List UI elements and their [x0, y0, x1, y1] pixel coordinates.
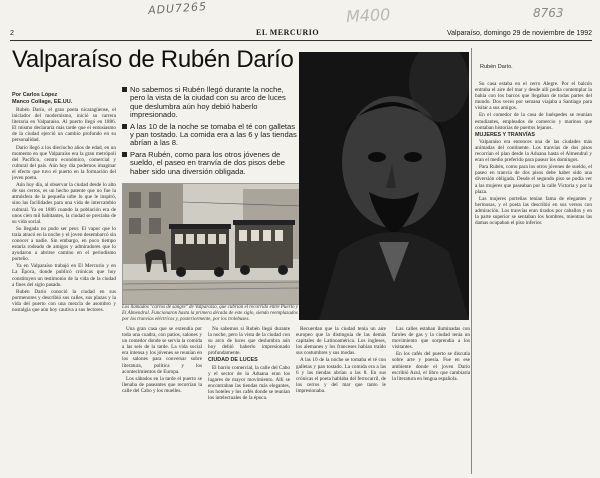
square-bullet-icon — [122, 87, 127, 92]
photo-caption: Los llamados "carros de sangre" de Valparaíso, que cubrían el recorrido entre Puerto y El Almendral. Funcionaron hasta la primera década de este siglo, siendo reemplazados por los tranvías eléctricos y, posteriormente, por los trolebuses. — [122, 305, 298, 322]
paragraph: Rubén Darío conoció la ciudad en sus pormenores y describió sus calles, sus plazas y la vida del puerto con una mezcla de asombro y nostalgia que aún hoy cautiva a sus lectores. — [12, 288, 116, 313]
paragraph: Una gran casa que se extendía por toda una cuadra, con patios, salones y un comedor donde se servía la comida a las seis de la tarde. La vida social era intensa y los jóvenes se reunían en los salones para conversar sobre literatura, política y los acontecimientos de Europa. — [122, 326, 202, 375]
paragraph: Su llegada no pudo ser peor. El vapor que lo traía atracó en la noche y el joven desembarcó sin conocer a nadie. Sin embargo, en poco tiempo estaría rodeado de amigos y admiradores que lo ayudaron a abrirse camino en el periodismo porteño. — [12, 225, 116, 263]
streetcar-illustration — [123, 184, 301, 304]
highlight-item — [122, 151, 298, 176]
headline: Valparaíso de Rubén Darío — [12, 46, 294, 73]
page-number: 2 — [10, 30, 14, 37]
subhead-mujeres: MUJERES Y TRANVÍAS — [475, 131, 536, 138]
portrait-caption: Rubén Darío. — [480, 64, 513, 70]
highlight-text: A las 10 de la noche se tomaba el té con galletas y pan tostado. La comida era a las 6 y las tiendas abrían a las 8. — [130, 121, 297, 148]
square-bullet-icon — [122, 152, 127, 157]
paragraph: Su casa estaba en el cerro Alegre. Por el balcón entraba el aire del mar y desde allí podía contemplar la bahía con los barcos que llegaban de todas partes del mundo. Dos veces por semana viajaba a Santiago para visitar a sus amigos. — [475, 81, 592, 112]
streetcar-photo — [122, 183, 302, 305]
paragraph: No sabemos si Rubén llegó durante la noche, pero la vista de la ciudad con su arco de luces que deslumbra aún hoy debió haberlo impresionado profundamente. — [208, 326, 290, 357]
article-column-2a — [122, 326, 202, 474]
paragraph: El barrio comercial, la calle del Cabo y el sector de la Aduana eran los lugares de mayor movimiento. Allí se encontraban las tiendas más elegantes, los hoteles y los cafés donde se reunían los intelectuales de la época. — [208, 364, 290, 402]
paragraph: En los cafés del puerto se discutía sobre arte y poesía. Fue en ese ambiente donde el joven Darío escribió Azul, el libro que cambiaría la literatura en lengua española. — [392, 351, 470, 382]
article-column-3b — [392, 326, 470, 474]
paragraph: A las 10 de la noche se tomaba el té con galletas y pan tostado. La comida era a las 6 y las tiendas abrían a las 8. En sus crónicas el poeta hablaba del ferrocarril, de los cerros y del mar que tanto le impresionaba. — [296, 357, 386, 394]
highlights-box — [122, 86, 298, 186]
article-column-3a — [296, 326, 386, 474]
byline-place: Manco Collage, EE.UU. — [12, 98, 73, 105]
highlight-text: No sabemos si Rubén llegó durante la noche, pero la vista de la ciudad con su arco de luces que deslumbra aún hoy debió haberlo impresionado. — [130, 85, 286, 120]
paragraph: Ya en Valparaíso trabajó en El Mercurio y en La Época, donde publicó crónicas que hoy constituyen un testimonio de la vida de la ciudad a fines del siglo pasado. — [12, 263, 116, 288]
article-column-right — [475, 81, 592, 474]
subhead-ciudad: CIUDAD DE LUCES — [208, 357, 258, 364]
masthead — [10, 28, 592, 41]
paragraph: En el comedor de la casa de huéspedes se reunían estudiantes, empleados de comercio y marinos que contaban historias de puertos lejanos. — [475, 112, 592, 131]
portrait-illustration — [299, 52, 469, 320]
paragraph: Rubén Darío, el gran poeta nicaragüense, el iniciador del modernismo, inició su carrera literaria en Valparaíso. Al puerto llegó en 1886. El mismo declararía más tarde que el entusiasmo de la ciudad ejerció un cambio profundo en su personalidad. — [12, 107, 116, 144]
column-divider — [471, 48, 472, 474]
paragraph: Las mujeres porteñas tenían fama de elegantes y hermosas, y el poeta las describió en sus versos con admiración. Los tranvías eran tirados por caballos y en la parte superior se sentaban los hombres, mientras las damas ocupaban el piso inferior. — [475, 195, 592, 227]
paragraph: Valparaíso era entonces una de las ciudades más animadas del continente. Los tranvías de dos pisos recorrían el plan desde la Aduana hasta el Almendral y eran el medio preferido para pasear los domingos. — [475, 138, 592, 164]
handwritten-mark-center: M400 — [345, 4, 391, 27]
highlight-item — [122, 123, 298, 148]
newspaper-name: EL MERCURIO — [256, 28, 320, 37]
paragraph: Darío llegó a los dieciocho años de edad, en un momento en que Valparaíso era la gran metrópoli del Pacífico, centro económico, comercial y cultural del país. Aún hoy día podemos imaginar el efecto que tuvo el puerto en la formación del joven poeta. — [12, 144, 116, 182]
paragraph: Para Rubén, como para los otros jóvenes de sueldo, el paseo en tranvía de dos pisos debe haber sido una diversión obligada. Desde el segundo piso se podía ver a las mujeres que paseaban por la calle Victoria y por la plaza. — [475, 164, 592, 195]
paragraph: Los sábados en la tarde el puerto se llenaba de paseantes que recorrían la calle del Cabo y los muelles. — [122, 375, 202, 394]
handwritten-code-left: ADU7265 — [147, 0, 208, 18]
paragraph: Recuerdan que la ciudad tenía un aire europeo que la distinguía de las demás capitales de Latinoamérica. Los ingleses, los alemanes y los franceses habían traído sus costumbres y sus modas. — [296, 326, 386, 357]
portrait-photo — [299, 52, 469, 320]
highlight-text: Para Rubén, como para los otros jóvenes de sueldo, el paseo en tranvía de dos pisos debe haber sido una diversión obligada. — [130, 149, 285, 176]
highlight-item — [122, 86, 298, 120]
paragraph: Aún hoy día, al observar la ciudad desde lo alto de sus cerros, es un hecho patente que no fue la atmósfera de la pequeña urbe lo que le inspiró, sino las facilidades para una vida de intercambio cultural. Ya en 1886 cuando la población era de unos cien mil habitantes, la ciudad se preciaba de su vida social. — [12, 182, 116, 225]
byline-author: Por Carlos López — [12, 92, 58, 98]
date-line: Valparaíso, domingo 29 de noviembre de 1992 — [446, 30, 592, 37]
article-column-1 — [12, 92, 116, 470]
square-bullet-icon — [122, 124, 127, 129]
article-column-2b — [208, 326, 290, 474]
byline — [12, 92, 116, 105]
handwritten-number-right: 8763 — [533, 6, 564, 20]
paragraph: Las calles estaban iluminadas con faroles de gas y la ciudad tenía un movimiento que sorprendía a los visitantes. — [392, 326, 470, 351]
